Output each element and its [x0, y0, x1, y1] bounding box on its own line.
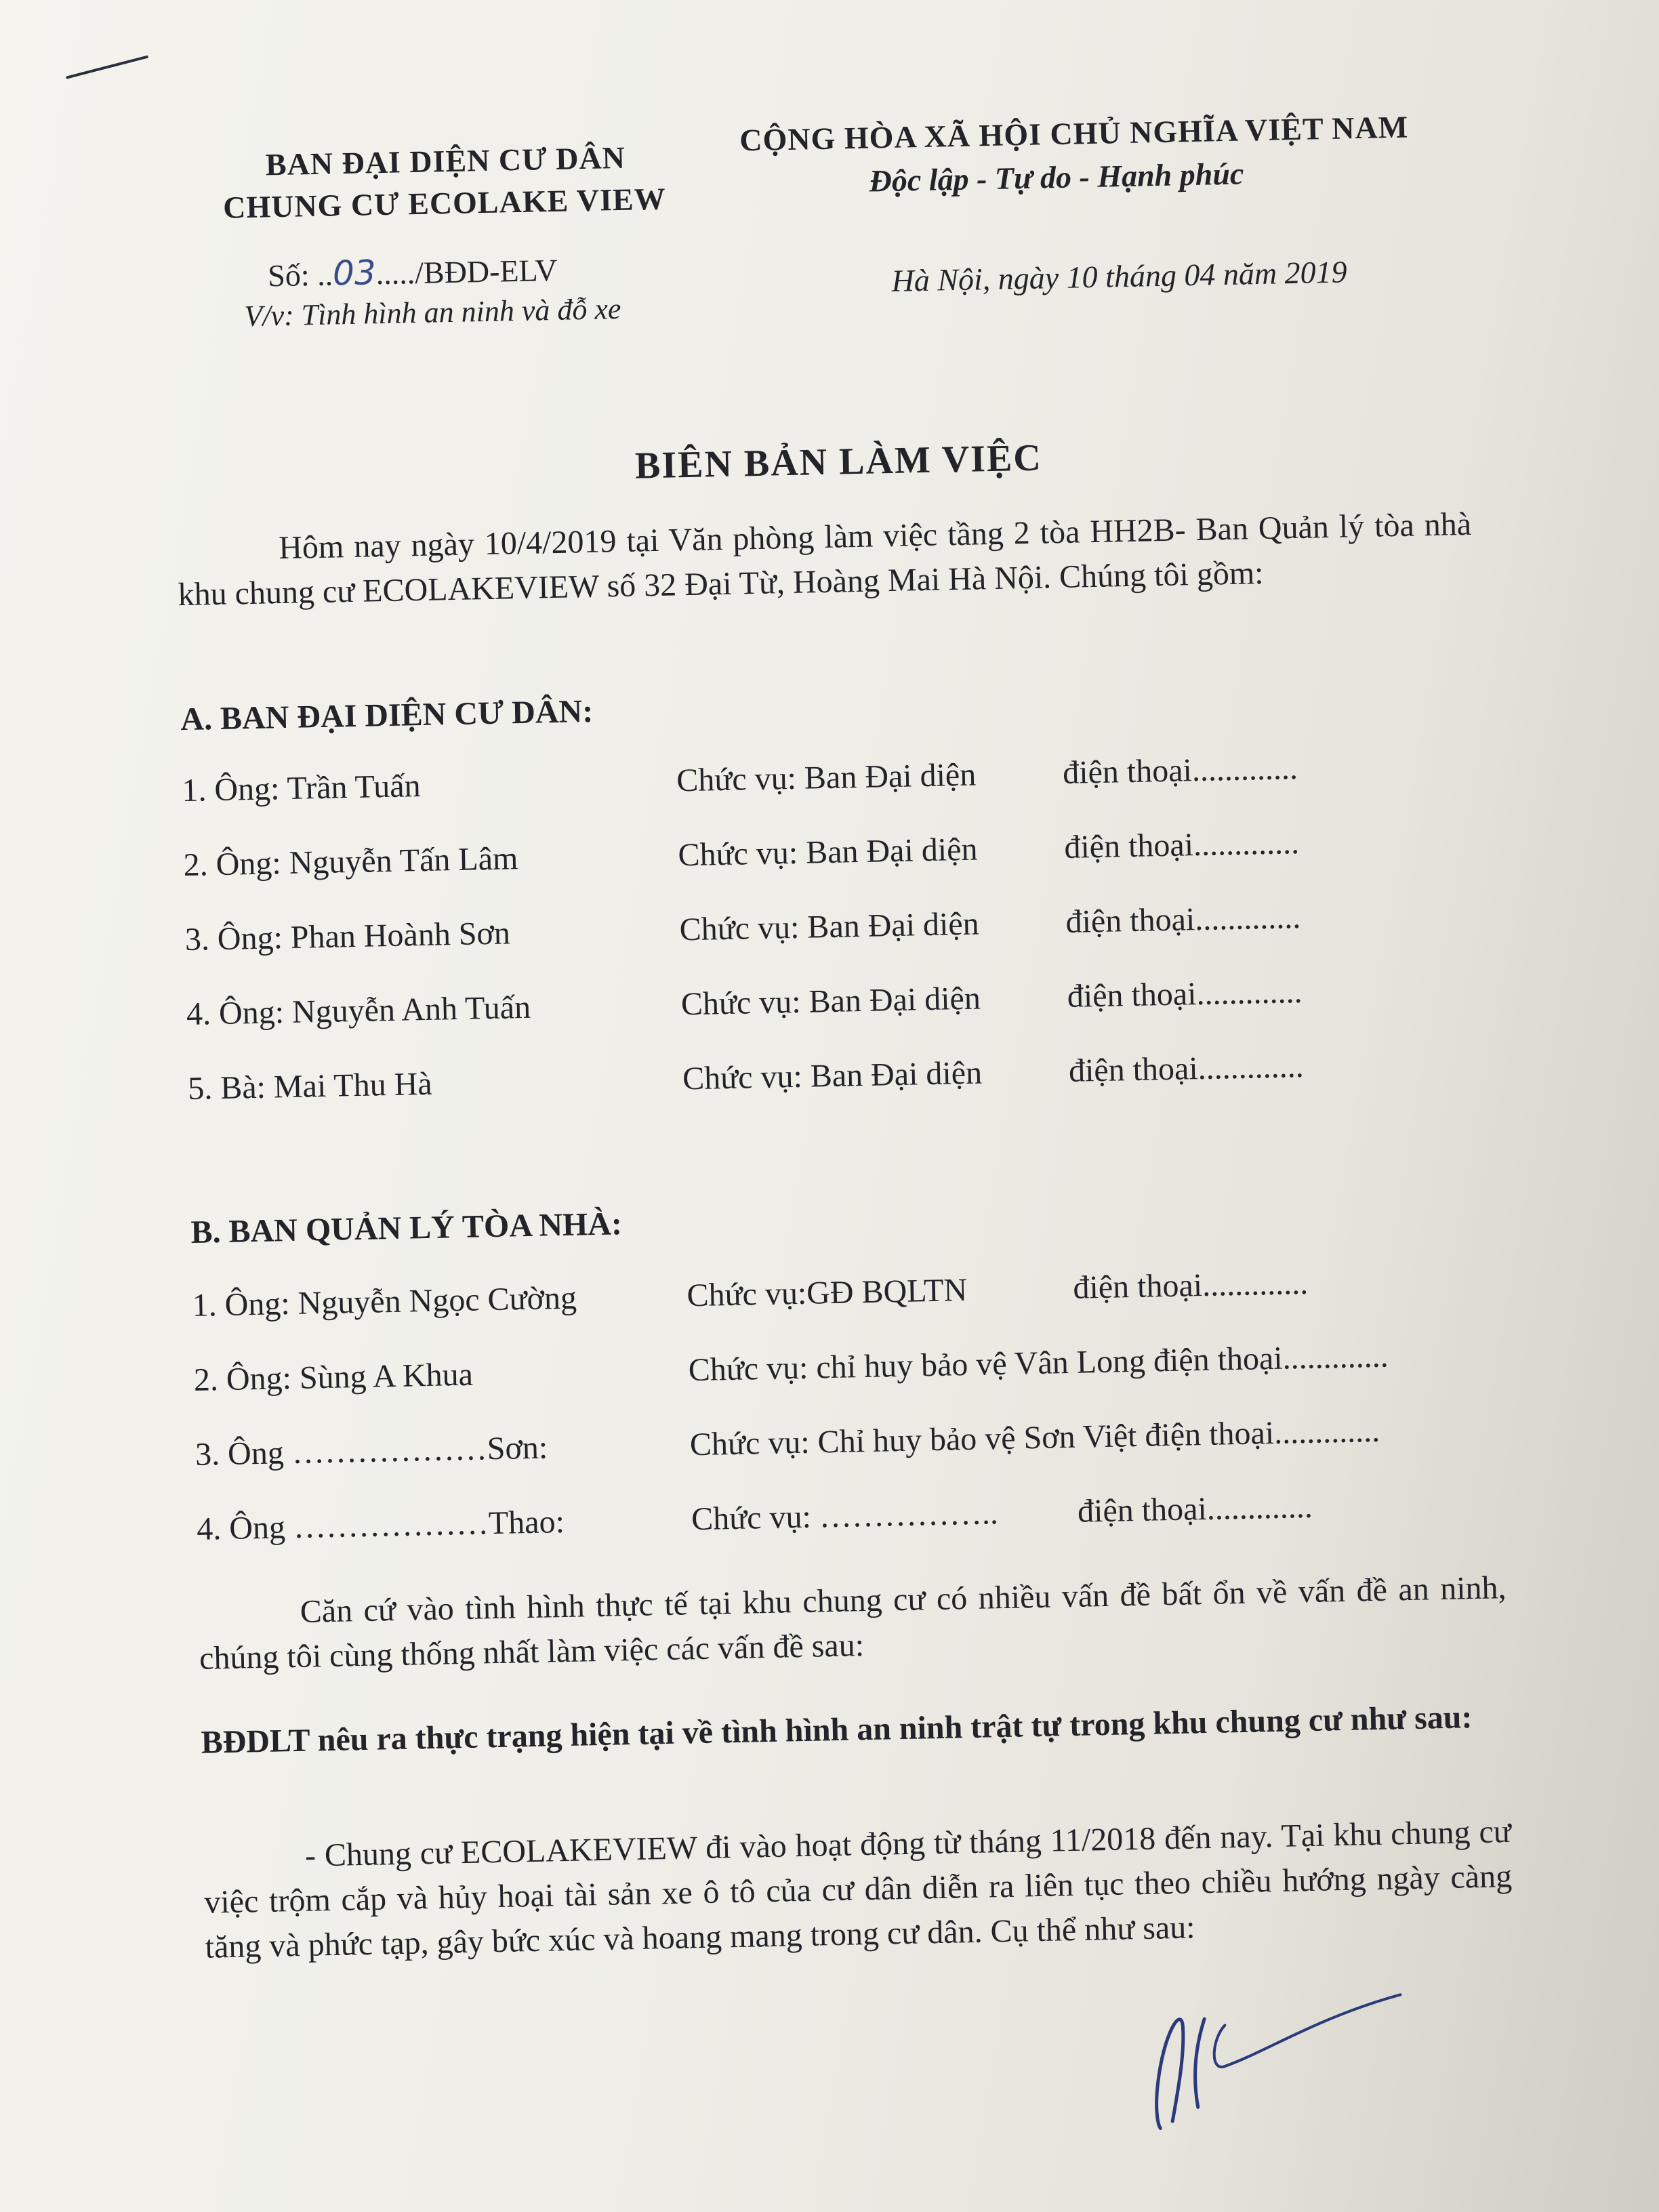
member-role: Chức vụ:GĐ BQLTN	[687, 1271, 968, 1314]
national-title: CỘNG HÒA XÃ HỘI CHỦ NGHĨA VIỆT NAM	[739, 109, 1409, 158]
member-role: Chức vụ: Ban Đại diện	[676, 756, 977, 799]
findings-bullet-1-text: - Chung cư ECOLAKEVIEW đi vào hoạt động từ tháng 11/2018 đến nay. Tại khu chung cư việc trộm cắp và hủy hoại tài sản xe ô tô của cư dân diễn ra liên tục theo chiều hướng ngày càng tăng và phức tạp, gây bức xúc và hoang mang trong cư dân. Cụ thể như sau:	[203, 1814, 1513, 1965]
member-phone: điện thoại.............	[1063, 825, 1300, 865]
handwritten-signature	[1143, 1974, 1417, 2142]
member-row	[182, 745, 1497, 813]
document-number-dots-before: ..	[316, 257, 333, 292]
member-row	[193, 1335, 1509, 1402]
document-number-suffix: ...../BĐD-ELV	[375, 252, 558, 291]
member-row	[184, 895, 1500, 962]
member-row	[188, 1044, 1503, 1111]
pen-stroke-mark	[60, 47, 155, 90]
member-name: 3. Ông ………………Sơn:	[194, 1429, 548, 1473]
member-row	[192, 1261, 1507, 1328]
section-a-heading: A. BAN ĐẠI DIỆN CƯ DÂN:	[180, 693, 594, 738]
basis-text: Căn cứ vào tình hình thực tế tại khu chung cư có nhiều vấn đề bất ổn về vấn đề an ninh, chúng tôi cùng thống nhất làm việc các vấn đề sau:	[199, 1570, 1507, 1677]
member-role: Chức vụ: Ban Đại diện	[682, 1054, 983, 1097]
basis-paragraph	[198, 1565, 1507, 1681]
member-name: 5. Bà: Mai Thu Hà	[187, 1065, 433, 1107]
document-subject: V/v: Tình hình an ninh và đỗ xe	[243, 291, 621, 333]
member-phone: điện thoại.............	[1072, 1265, 1309, 1306]
document-title: BIÊN BẢN LÀM VIỆC	[634, 436, 1043, 487]
member-row	[197, 1484, 1512, 1551]
member-name: 2. Ông: Nguyễn Tấn Lâm	[183, 840, 518, 884]
document-number-label: Số:	[267, 258, 310, 293]
member-role: Chức vụ: Ban Đại diện	[677, 831, 978, 874]
member-phone: điện thoại.............	[1065, 899, 1301, 940]
member-phone: điện thoại.............	[1077, 1488, 1313, 1530]
intro-text: Hôm nay ngày 10/4/2019 tại Văn phòng làm việc tầng 2 tòa HH2B- Ban Quản lý tòa nhà khu chung cư ECOLAKEVIEW số 32 Đại Từ, Hoàng Mai Hà Nội. Chúng tôi gồm:	[178, 506, 1472, 613]
member-role: Chức vụ: Ban Đại diện	[679, 905, 980, 948]
member-phone: điện thoại.............	[1067, 973, 1303, 1015]
member-row	[183, 820, 1498, 887]
member-role: Chức vụ: Ban Đại diện	[680, 980, 981, 1023]
intro-paragraph	[177, 502, 1473, 617]
findings-bullet-1	[203, 1809, 1513, 1970]
member-name: 2. Ông: Sùng A Khua	[193, 1356, 474, 1398]
issuer-line-1: BAN ĐẠI DIỆN CƯ DÂN	[265, 140, 626, 182]
member-name: 4. Ông: Nguyễn Anh Tuấn	[186, 989, 531, 1033]
place-and-date: Hà Nội, ngày 10 tháng 04 năm 2019	[891, 254, 1348, 298]
member-name: 4. Ông ………………Thao:	[196, 1503, 565, 1547]
member-role: Chức vụ: ……………..	[691, 1495, 999, 1538]
member-name: 1. Ông: Nguyễn Ngọc Cường	[192, 1279, 577, 1324]
member-role: Chức vụ: chỉ huy bảo vệ Vân Long điện thoại.............	[688, 1338, 1389, 1389]
document-number-handwritten: 03	[332, 253, 377, 293]
member-role: Chức vụ: Chỉ huy bảo vệ Sơn Việt điện thoại.............	[689, 1412, 1380, 1463]
member-phone: điện thoại.............	[1062, 750, 1298, 791]
section-b-heading: B. BAN QUẢN LÝ TÒA NHÀ:	[190, 1206, 623, 1250]
national-motto: Độc lập - Tự do - Hạnh phúc	[869, 156, 1244, 199]
member-name: 3. Ông: Phan Hoành Sơn	[184, 915, 511, 958]
findings-heading: BĐDLT nêu ra thực trạng hiện tại về tình hình an ninh trật tự trong khu chung cư như sau:	[201, 1699, 1473, 1761]
member-row	[195, 1410, 1511, 1477]
member-name: 1. Ông: Trần Tuấn	[181, 768, 422, 809]
issuer-line-2: CHUNG CƯ ECOLAKE VIEW	[222, 181, 667, 225]
member-row	[186, 969, 1502, 1036]
document-number	[268, 249, 558, 295]
member-phone: điện thoại.............	[1068, 1048, 1305, 1089]
